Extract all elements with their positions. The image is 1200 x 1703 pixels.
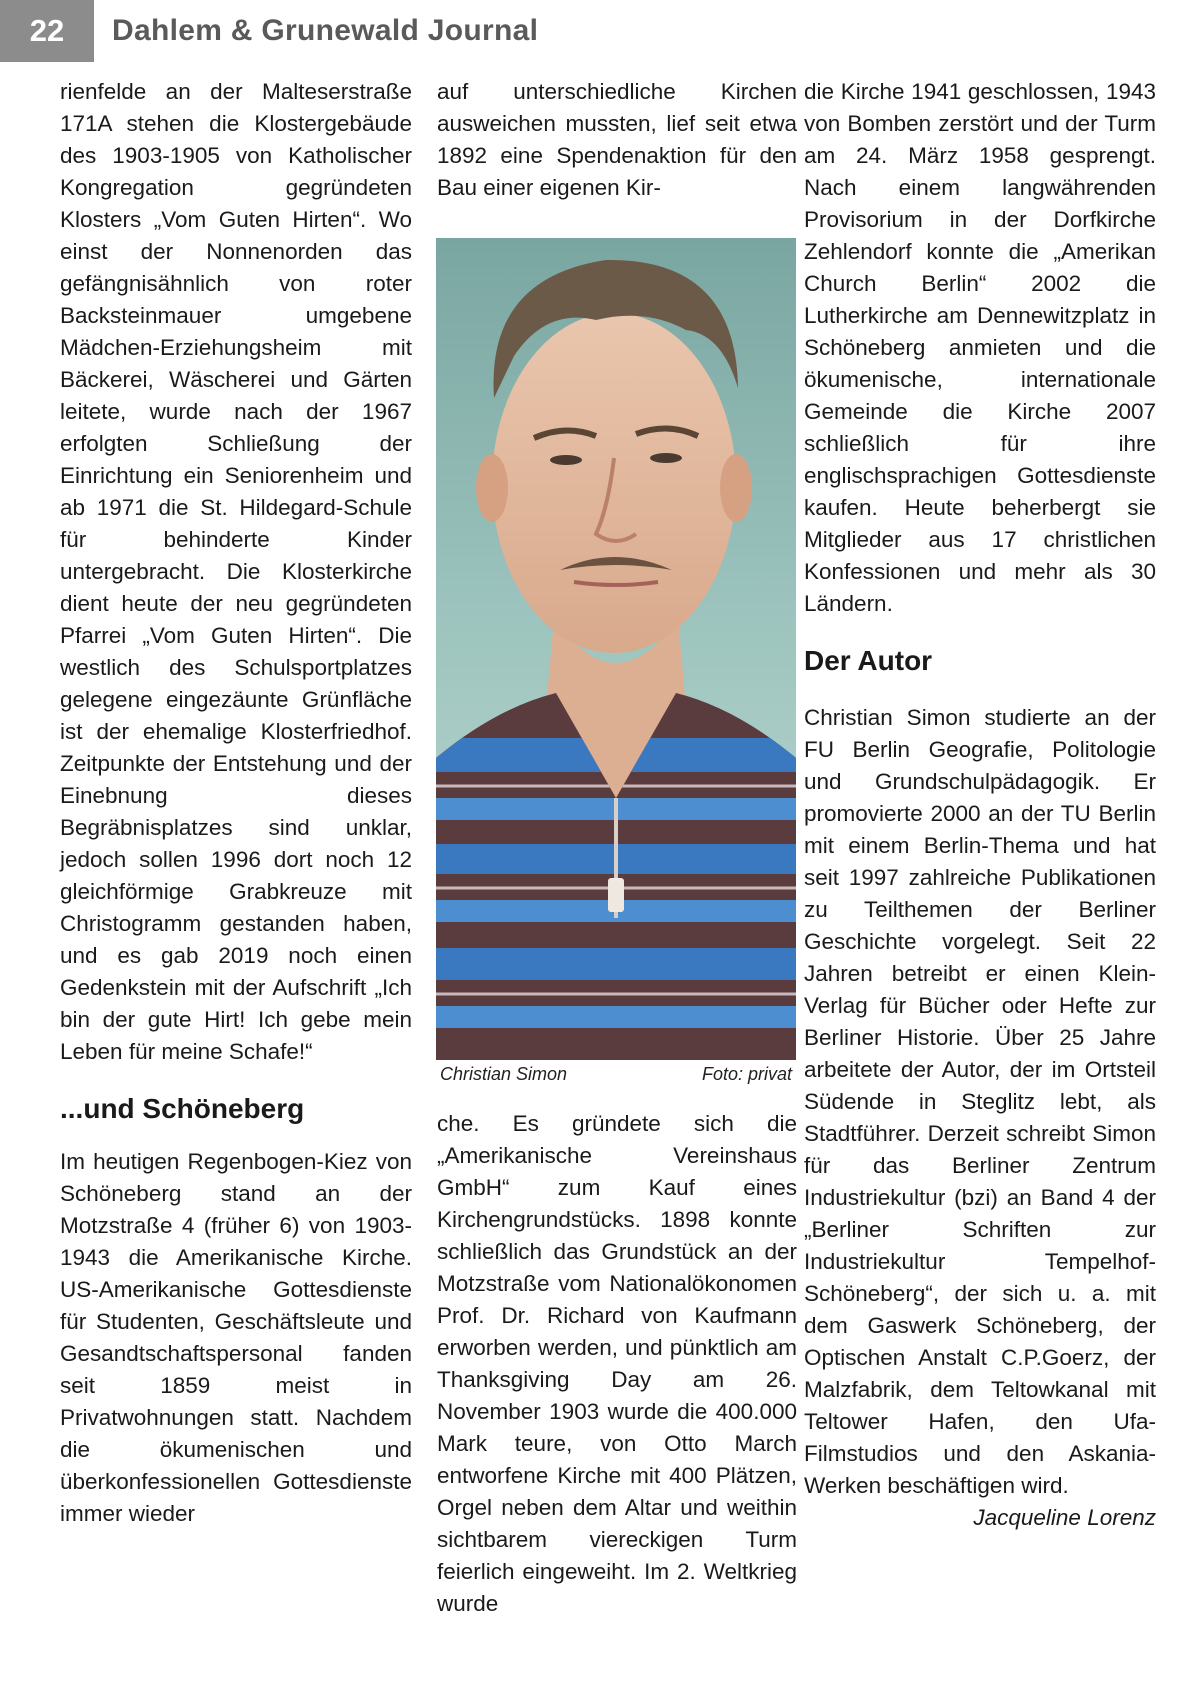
paragraph-autor: Christian Simon studierte an der FU Berlin Geografie, Politologie und Grundschulpädagogik. Er promovierte 2000 an der TU Berlin mit einem Berlin-Thema und hat seit 1997 zahlreiche Publikationen zu Teilthemen der Berliner Geschichte vorgelegt. Seit 22 Jahren betreibt er einen Klein-Verlag für Bücher oder Hefte zur Berliner Historie. Über 25 Jahre arbeitete der Autor, der im Ortsteil Südende in Steglitz lebt, als Stadtführer. Derzeit schreibt Simon für das Berliner Zentrum Industriekultur (bzi) an Band 4 der „Berliner Schriften zur Industriekultur Tempelhof-Schöneberg“, der sich u. a. mit dem Gaswerk Schöneberg, der Optischen Anstalt C.P.Goerz, der Malzfabrik, dem Teltowkanal mit Teltower Hafen, den Ufa-Filmstudios und den Askania-Werken beschäftigen wird. xyxy=(804,705,1156,1498)
article-column-1 xyxy=(60,76,412,1530)
paragraph-spendenaktion: auf unterschiedliche Kirchen ausweichen mussten, lief seit etwa 1892 eine Spendenaktion für den Bau einer eigenen Kir- xyxy=(437,79,797,200)
paragraph-amerikanische-kirche: che. Es gründete sich die „Amerikanische Vereinshaus GmbH“ zum Kauf eines Kirchengrundstücks. 1898 konnte schließlich das Grundstück an der Motzstraße vom Nationalökonomen Prof. Dr. Richard von Kaufmann erworben werden, und pünktlich am Thanksgiving Day am 26. November 1903 wurde die 400.000 Mark teure, von Otto March entworfene Kirche mit 400 Plätzen, Orgel neben dem Altar und weithin sichtbarem viereckigen Turm feierlich eingeweiht. Im 2. Weltkrieg wurde xyxy=(437,1111,797,1616)
author-signature: Jacqueline Lorenz xyxy=(973,1505,1156,1530)
author-photo xyxy=(436,238,796,1060)
photo-caption xyxy=(440,1064,792,1085)
article-column-3 xyxy=(804,76,1156,1534)
paragraph-lutherkirche: die Kirche 1941 geschlossen, 1943 von Bomben zerstört und der Turm am 24. März 1958 gesprengt. Nach einem langwährenden Provisorium in der Dorfkirche Zehlendorf konnte die „Amerikan Church Berlin“ 2002 die Lutherkirche am Dennewitzplatz in Schöneberg anmieten und die ökumenische, internationale Gemeinde die Kirche 2007 schließlich für ihre englischsprachigen Gottesdienste kaufen. Heute beherbergt sie Mitglieder aus 17 christlichen Konfessionen und mehr als 30 Ländern. xyxy=(804,79,1156,616)
paragraph-marienfelde: rienfelde an der Malteserstraße 171A stehen die Klostergebäude des 1903-1905 von Katholischer Kongregation gegründeten Klosters „Vom Guten Hirten“. Wo einst der Nonnenorden das gefängnisähnlich von roter Backsteinmauer umgebene Mädchen-Erziehungsheim mit Bäckerei, Wäscherei und Gärten leitete, wurde nach der 1967 erfolgten Schließung der Einrichtung ein Seniorenheim und ab 1971 die St. Hildegard-Schule für behinderte Kinder untergebracht. Die Klosterkirche dient heute der neu gegründeten Pfarrei „Vom Guten Hirten“. Die westlich des Schulsportplatzes gelegene eingezäunte Grünfläche ist der ehemalige Klosterfriedhof. Zeitpunkte der Entstehung und der Einebnung dieses Begräbnisplatzes sind unklar, jedoch sollen 1996 dort noch 12 gleichförmige Grabkreuze mit Christogramm gestanden haben, und es gab 2019 noch einen Gedenkstein mit der Aufschrift „Ich bin der gute Hirt! Ich gebe mein Leben für meine Schafe!“ xyxy=(60,79,412,1064)
article-column-2-bottom xyxy=(437,1108,797,1620)
section-heading-schoeneberg: ...und Schöneberg xyxy=(60,1093,305,1124)
journal-title: Dahlem & Grunewald Journal xyxy=(112,14,539,47)
paragraph-schoeneberg: Im heutigen Regenbogen-Kiez von Schöneberg stand an der Motzstraße 4 (früher 6) von 1903-1943 die Amerikanische Kirche. US-Amerikanische Gottesdienste für Studenten, Geschäftsleute und Gesandtschaftspersonal fanden seit 1859 meist in Privatwohnungen statt. Nachdem die ökumenischen und überkonfessionellen Gottesdienste immer wieder xyxy=(60,1149,412,1526)
section-heading-autor: Der Autor xyxy=(804,645,933,676)
photo-credit: Foto: privat xyxy=(701,1064,792,1084)
page-number: 22 xyxy=(0,0,94,62)
article-column-2-top xyxy=(437,76,797,204)
page-header xyxy=(0,0,1200,62)
photo-caption-name: Christian Simon xyxy=(440,1064,568,1084)
